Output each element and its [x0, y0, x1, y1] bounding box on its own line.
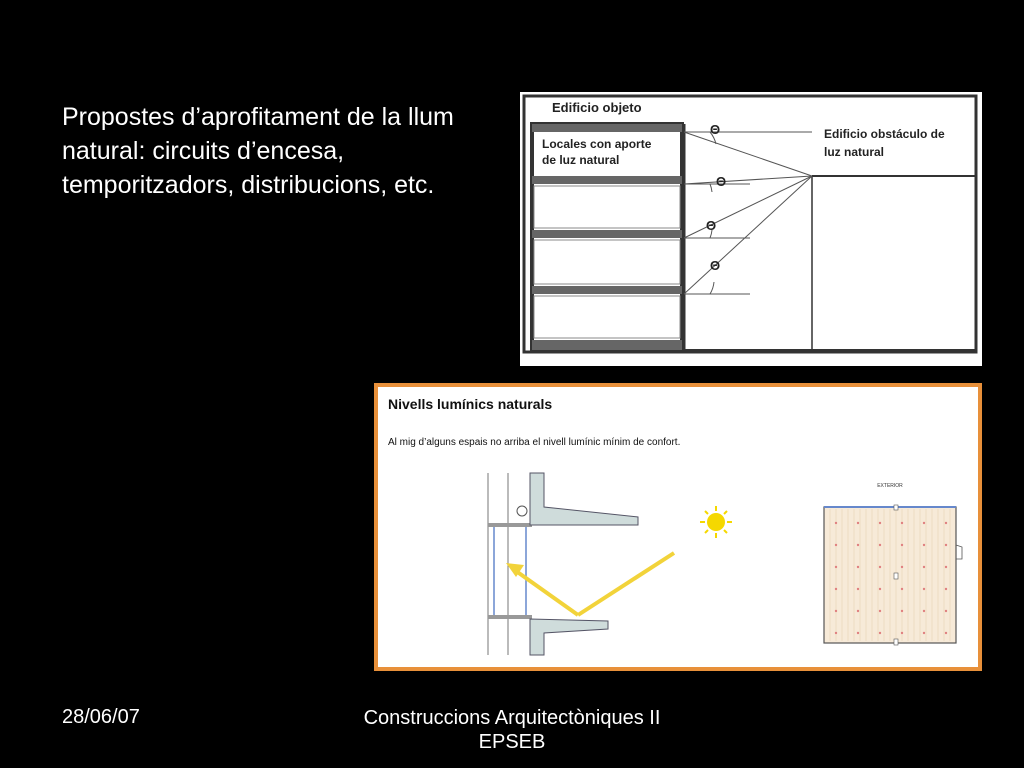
room-4 [534, 296, 680, 338]
building-obstacle-svg [520, 92, 982, 366]
footer-course [300, 706, 724, 754]
angle-label-4: Θ [710, 258, 721, 273]
figure2-title: Nivells lumínics naturals [388, 396, 553, 412]
figure1-title: Edificio objeto [552, 100, 642, 115]
sun-icon [700, 506, 732, 538]
obstacle-label-1: Edificio obstáculo de [824, 127, 945, 141]
floor-plan [824, 483, 962, 645]
floor-slab-3 [532, 230, 682, 238]
floor-slab-5 [532, 340, 682, 350]
light-ray [516, 553, 674, 615]
room-3 [534, 240, 680, 284]
footer-course-name: Construccions Arquitectòniques II [363, 707, 661, 729]
floor-slab-4 [532, 286, 682, 294]
footer-date: 28/06/07 [62, 706, 140, 728]
floor-slab-2 [532, 176, 682, 184]
footer-school: EPSEB [478, 731, 546, 753]
angle-label-3: Θ [706, 218, 717, 233]
floor-slab-1 [532, 124, 682, 132]
building-obstacle-diagram [520, 92, 982, 366]
obstacle-label-2: luz natural [824, 145, 885, 159]
sight-rays [684, 132, 812, 294]
figure2-subtitle: Al mig d’alguns espais no arriba el nivell lumínic mínim de confort. [388, 437, 681, 448]
room-2 [534, 186, 680, 228]
locales-label-2: de luz natural [542, 153, 620, 167]
light-levels-svg [378, 387, 978, 667]
exterior-label: EXTERIOR [877, 483, 903, 489]
angle-label-1: Θ [710, 122, 721, 137]
slide-main-text: Propostes d’aprofitament de la llum natural: circuits d’encesa, temporitzadors, distribucions, etc. [62, 103, 454, 199]
light-levels-figure [374, 383, 982, 671]
angle-label-2: Θ [716, 174, 727, 189]
locales-label-1: Locales con aporte [542, 137, 652, 151]
